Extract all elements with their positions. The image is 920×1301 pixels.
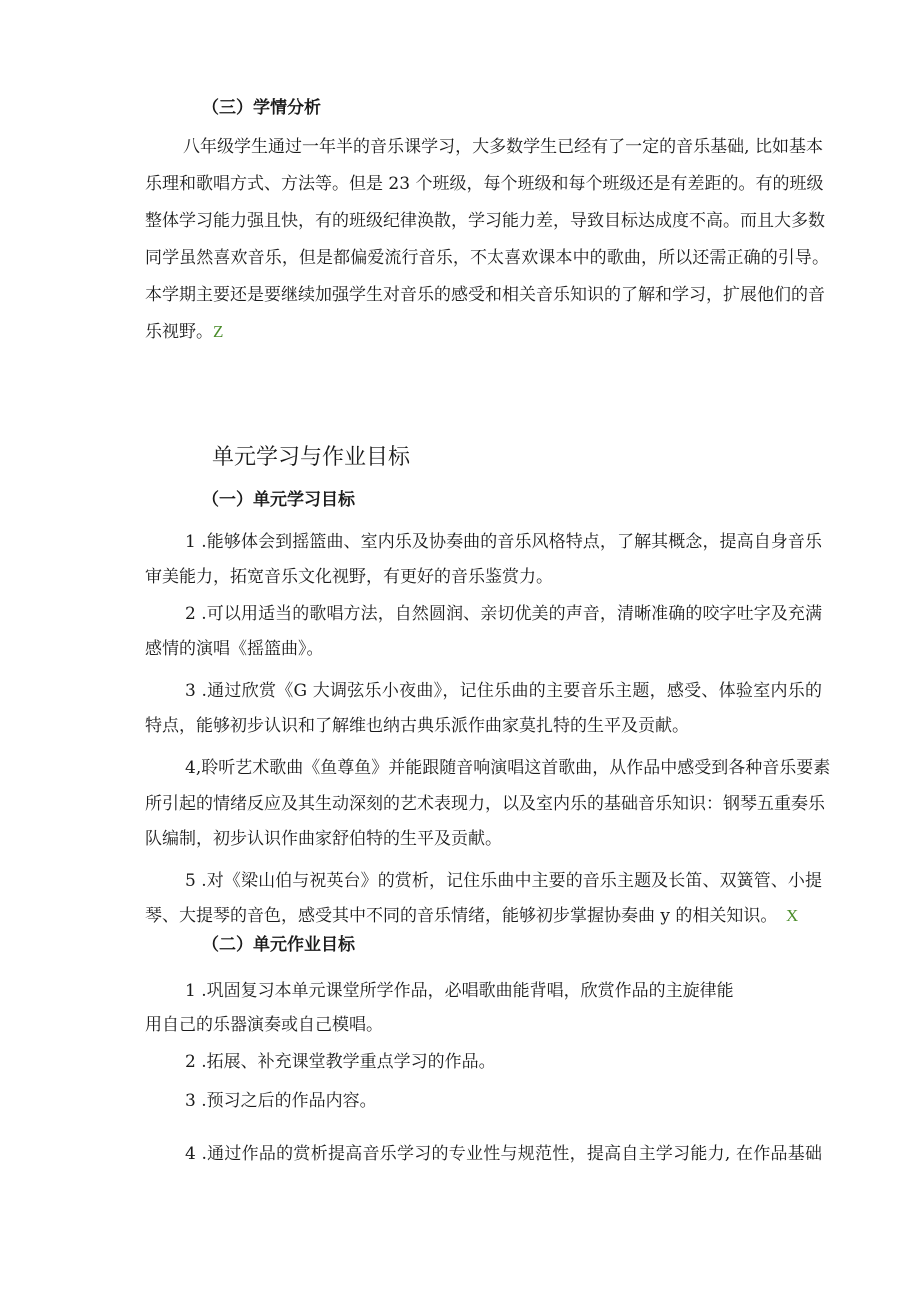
paragraph-text: 乐视野。 bbox=[145, 322, 213, 342]
paragraph-line: 整体学习能力强且快，有的班级纪律涣散，学习能力差，导致目标达成度不高。而且大多数 bbox=[145, 211, 825, 231]
goal-text: 琴、大提琴的音色，感受其中不同的音乐情绪，能够初步掌握协奏曲 y 的相关知识。 bbox=[145, 906, 778, 926]
margin-mark: X bbox=[786, 906, 799, 925]
goal-item-line: 感情的演唱《摇篮曲》。 bbox=[145, 639, 324, 659]
homework-item-line: 4 .通过作品的赏析提高音乐学习的专业性与规范性，提高自主学习能力, 在作品基础 bbox=[185, 1144, 822, 1164]
homework-item-line: 1 .巩固复习本单元课堂所学作品，必唱歌曲能背唱，欣赏作品的主旋律能 bbox=[185, 981, 734, 1001]
goal-item-line: 5 .对《梁山伯与祝英台》的赏析，记住乐曲中主要的音乐主题及长笛、双簧管、小提 bbox=[185, 871, 822, 891]
homework-item-line: 2 .拓展、补充课堂教学重点学习的作品。 bbox=[185, 1052, 496, 1072]
goal-item-line: 所引起的情绪反应及其生动深刻的艺术表现力，以及室内乐的基础音乐知识：钢琴五重奏乐 bbox=[145, 794, 825, 814]
goal-item-line-last bbox=[145, 904, 777, 928]
goal-item-line: 特点，能够初步认识和了解维也纳古典乐派作曲家莫扎特的生平及贡献。 bbox=[145, 716, 689, 736]
unit-heading: 单元学习与作业目标 bbox=[212, 445, 411, 470]
paragraph-line: 本学期主要还是要继续加强学生对音乐的感受和相关音乐知识的了解和学习，扩展他们的音 bbox=[145, 285, 825, 305]
margin-mark: Z bbox=[213, 322, 224, 341]
paragraph-line: 八年级学生通过一年半的音乐课学习，大多数学生已经有了一定的音乐基础, 比如基本 bbox=[183, 137, 823, 157]
paragraph-line-last bbox=[145, 320, 223, 344]
section-heading-student-analysis: （三）学情分析 bbox=[202, 98, 321, 118]
homework-item-line: 3 .预习之后的作品内容。 bbox=[185, 1091, 377, 1111]
section-heading-learning-goals: （一）单元学习目标 bbox=[202, 490, 355, 510]
homework-item-line: 用自己的乐器演奏或自己模唱。 bbox=[145, 1015, 383, 1035]
goal-item-line: 审美能力，拓宽音乐文化视野，有更好的音乐鉴赏力。 bbox=[145, 567, 553, 587]
goal-item-line: 2 .可以用适当的歌唱方法，自然圆润、亲切优美的声音，清晰准确的咬字吐字及充满 bbox=[185, 604, 822, 624]
goal-item-line: 3 .通过欣赏《G 大调弦乐小夜曲》，记住乐曲的主要音乐主题，感受、体验室内乐的 bbox=[185, 681, 822, 701]
section-heading-homework-goals: （二）单元作业目标 bbox=[202, 935, 355, 955]
paragraph-line: 乐理和歌唱方式、方法等。但是 23 个班级，每个班级和每个班级还是有差距的。有的班级 bbox=[145, 174, 824, 194]
goal-item-line: 4,聆听艺术歌曲《鱼尊鱼》并能跟随音响演唱这首歌曲，从作品中感受到各种音乐要素 bbox=[185, 758, 831, 778]
goal-item-line: 队编制，初步认识作曲家舒伯特的生平及贡献。 bbox=[145, 829, 502, 849]
paragraph-line: 同学虽然喜欢音乐，但是都偏爱流行音乐，不太喜欢课本中的歌曲，所以还需正确的引导。 bbox=[145, 248, 829, 268]
goal-item-line: 1 .能够体会到摇篮曲、室内乐及协奏曲的音乐风格特点，了解其概念，提高自身音乐 bbox=[185, 532, 822, 552]
